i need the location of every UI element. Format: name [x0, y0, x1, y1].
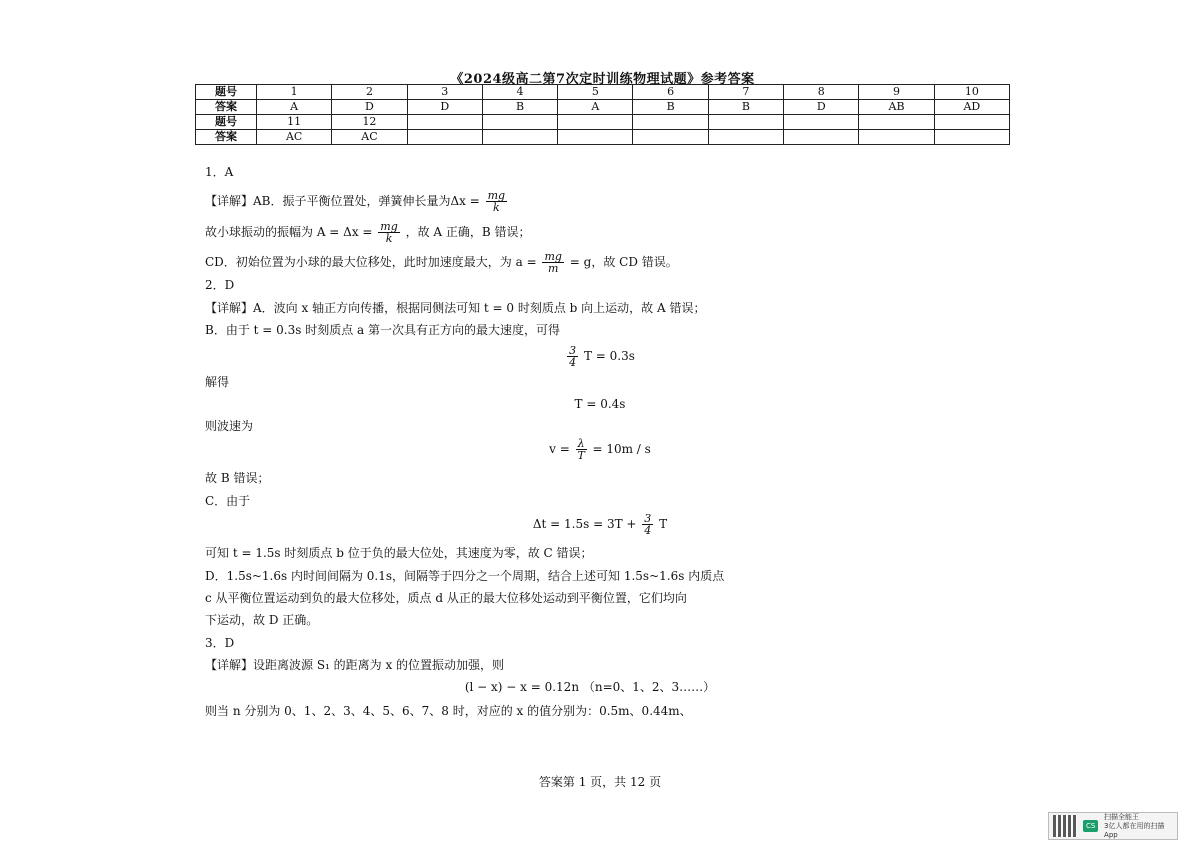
table-cell: 11 — [257, 115, 332, 130]
watermark-name: 扫描全能王 — [1104, 812, 1140, 821]
table-cell — [859, 130, 934, 145]
table-cell — [859, 115, 934, 130]
fraction — [378, 221, 399, 244]
table-header-cell: 答案 — [196, 130, 257, 145]
fraction-denominator: k — [493, 201, 500, 214]
equation-text: Δt = 1.5s = 3T + — [532, 517, 637, 531]
q1-line-3 — [205, 251, 678, 274]
table-cell: 9 — [859, 85, 934, 100]
fraction-denominator: 4 — [569, 356, 577, 369]
table-header-cell: 答案 — [196, 100, 257, 115]
watermark-text — [1104, 813, 1173, 840]
table-cell — [482, 115, 557, 130]
table-cell: 2 — [332, 85, 407, 100]
table-cell — [633, 115, 708, 130]
table-cell: D — [332, 100, 407, 115]
table-cell: 8 — [784, 85, 859, 100]
qr-code-icon — [1053, 815, 1077, 837]
table-header-cell: 题号 — [196, 115, 257, 130]
table-row — [196, 100, 1010, 115]
table-cell — [558, 115, 633, 130]
table-cell — [708, 130, 783, 145]
table-cell — [633, 130, 708, 145]
q2-line-10: 下运动，故 D 正确。 — [205, 613, 319, 627]
table-cell: AC — [257, 130, 332, 145]
table-cell: AD — [934, 100, 1009, 115]
table-cell — [558, 130, 633, 145]
q3-line-2: 则当 n 分别为 0、1、2、3、4、5、6、7、8 时，对应的 x 的值分别为：0.5m、0.44m、 — [205, 704, 692, 718]
q3-heading: 3．D — [205, 636, 235, 650]
table-cell: AB — [859, 100, 934, 115]
table-row — [196, 130, 1010, 145]
q2-heading: 2．D — [205, 278, 235, 292]
q2-line-9: c 从平衡位置运动到负的最大位移处，质点 d 从正的最大位移处运动到平衡位置，它们均向 — [205, 591, 687, 605]
table-cell: A — [257, 100, 332, 115]
q1-line-2-tail: ，故 A 正确，B 错误； — [405, 225, 531, 239]
q2-line-1: 【详解】A．波向 x 轴正方向传播，根据同侧法可知 t = 0 时刻质点 b 向上运动，故 A 错误； — [205, 301, 706, 315]
table-cell — [407, 130, 482, 145]
table-cell: 6 — [633, 85, 708, 100]
q2-equation-4 — [0, 513, 1200, 536]
fraction-denominator: m — [548, 262, 559, 275]
q2-equation-2: T = 0.4s — [574, 397, 626, 411]
q3-equation-1: (l − x) − x = 0.12n （n=0、1、2、3……） — [464, 680, 716, 694]
fraction — [486, 190, 507, 213]
table-row — [196, 85, 1010, 100]
q1-line-2-text: 故小球振动的振幅为 A = Δx = — [205, 225, 373, 239]
table-cell: 1 — [257, 85, 332, 100]
fraction — [567, 345, 578, 368]
fraction-denominator: T — [577, 449, 585, 462]
table-cell: 10 — [934, 85, 1009, 100]
table-cell: B — [708, 100, 783, 115]
camscanner-logo: CS — [1083, 820, 1098, 832]
scanner-watermark — [1048, 812, 1178, 840]
answer-table — [195, 84, 1010, 145]
watermark-sub: 3亿人都在用的扫描App — [1104, 821, 1165, 839]
table-cell: 3 — [407, 85, 482, 100]
fraction-denominator: 4 — [644, 524, 652, 537]
q2-line-8: D．1.5s~1.6s 内时间间隔为 0.1s，间隔等于四分之一个周期，结合上述可知 1.5s~1.6s 内质点 — [205, 569, 725, 583]
q2-line-2: B．由于 t = 0.3s 时刻质点 a 第一次具有正方向的最大速度，可得 — [205, 323, 560, 337]
q2-line-6: C．由于 — [205, 494, 251, 508]
table-cell — [784, 130, 859, 145]
table-cell: 7 — [708, 85, 783, 100]
fraction — [642, 513, 653, 536]
table-cell — [407, 115, 482, 130]
q1-line-2 — [205, 221, 531, 244]
fraction-denominator: k — [385, 232, 393, 245]
q1-line-1-text: 【详解】AB．振子平衡位置处，弹簧伸长量为Δx = — [205, 194, 480, 208]
q3-line-1: 【详解】设距离波源 S₁ 的距离为 x 的位置振动加强，则 — [205, 658, 505, 672]
equation-text: v = — [549, 442, 570, 456]
table-cell — [934, 130, 1009, 145]
table-cell — [708, 115, 783, 130]
equation-text: = 10m / s — [592, 442, 651, 456]
table-cell: 4 — [482, 85, 557, 100]
table-cell — [482, 130, 557, 145]
table-cell — [934, 115, 1009, 130]
document-title: 《2024级高二第7次定时训练物理试题》参考答案 — [450, 72, 755, 87]
equation-text: T = 0.3s — [583, 349, 635, 363]
q2-line-7: 可知 t = 1.5s 时刻质点 b 位于负的最大位处，其速度为零，故 C 错误； — [205, 546, 593, 560]
fraction — [576, 438, 587, 461]
table-cell: AC — [332, 130, 407, 145]
q2-equation-1 — [0, 345, 1200, 368]
table-cell: B — [633, 100, 708, 115]
table-cell: D — [784, 100, 859, 115]
table-cell: 5 — [558, 85, 633, 100]
q1-line-1 — [205, 190, 509, 213]
q2-equation-3 — [0, 438, 1200, 461]
fraction — [542, 251, 563, 274]
q2-line-3: 解得 — [205, 375, 230, 389]
table-cell: B — [482, 100, 557, 115]
q1-line-3-text: CD．初始位置为小球的最大位移处，此时加速度最大，为 a = — [205, 255, 537, 269]
q2-line-5: 故 B 错误； — [205, 471, 270, 485]
q2-line-4: 则波速为 — [205, 419, 254, 433]
equation-text: T — [659, 517, 668, 531]
table-cell: 12 — [332, 115, 407, 130]
fraction-numerator: λ — [577, 437, 585, 450]
table-cell: D — [407, 100, 482, 115]
fraction-numerator: mg — [544, 250, 562, 263]
table-cell: A — [558, 100, 633, 115]
page-footer: 答案第 1 页，共 12 页 — [538, 775, 662, 789]
table-header-cell: 题号 — [196, 85, 257, 100]
fraction-numerator: 3 — [569, 344, 577, 357]
fraction-numerator: mg — [487, 189, 506, 202]
fraction-numerator: mg — [380, 220, 398, 233]
q1-heading: 1．A — [205, 165, 234, 179]
table-row — [196, 115, 1010, 130]
q1-line-3-tail: = g，故 CD 错误。 — [569, 255, 678, 269]
fraction-numerator: 3 — [644, 512, 652, 525]
table-cell — [784, 115, 859, 130]
